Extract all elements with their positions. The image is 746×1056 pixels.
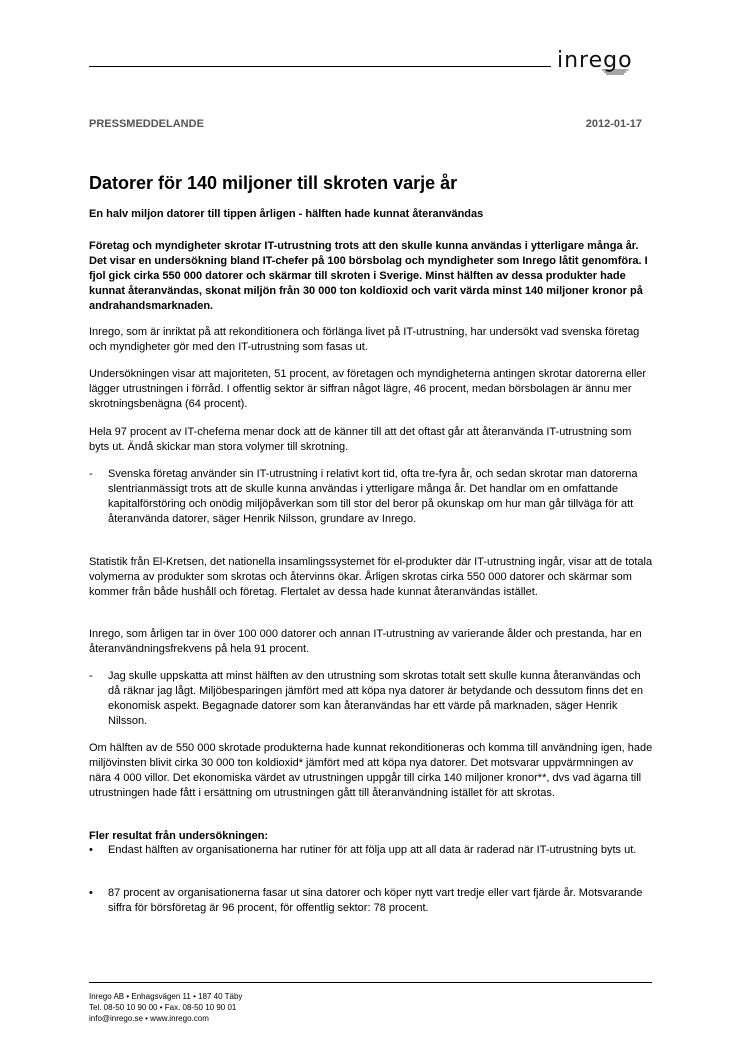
result-bullet-1: [89, 843, 654, 858]
results-heading: Fler resultat från undersökningen:: [89, 830, 269, 842]
bullet-marker: •: [89, 844, 93, 856]
headline: Datorer för 140 miljoner till skroten varje år: [89, 173, 458, 193]
bullet-marker: •: [89, 887, 93, 899]
subheadline: En halv miljon datorer till tippen årligen - hälften hade kunnat återanvändas: [89, 208, 484, 220]
quote-2-text: Jag skulle uppskatta att minst hälften av den utrustning som skrotas totalt sett skulle kunna återanvändas och då räknar jag lågt. Miljöbesparingen jämfört med att köpa nya datorer är betydande och dessutom finns det en ekonomisk aspekt. Begagnade datorer som kan återanvändas har ett värde på marknaden, säger Henrik Nilsson.: [108, 670, 644, 727]
press-release-date: 2012-01-17: [585, 118, 642, 130]
footer-contact: info@inrego.se • www.inrego.com: [89, 1014, 209, 1023]
paragraph-5: Inrego, som årligen tar in över 100 000 datorer och annan IT-utrustning av varierande ålder och prestanda, har en återanvändningsfrekvens på hela 91 procent.: [89, 628, 642, 655]
quote-2: [89, 669, 654, 729]
paragraph-6: Om hälften av de 550 000 skrotade produkterna hade kunnat rekonditioneras och komma till användning igen, hade miljövinsten blivit cirka 30 000 ton koldioxid* jämfört med att köpa nya datorer. Det motsvarar uppvärmningen av nära 4 000 villor. Det ekonomiska värdet av utrustningen uppgår till cirka 140 miljoner kronor**, dvs vad ägarna till utrustningen hade fått i ersättning om utrustningen gått till återanvändning istället för att skrotas.: [89, 742, 653, 799]
paragraph-3: Hela 97 procent av IT-cheferna menar dock att de känner till att det oftast går att återanvända IT-utrustning som byts ut. Ändå skickar man stora volymer till skrotning.: [89, 426, 632, 453]
result-bullet-1-text: Endast hälften av organisationerna har rutiner för att följa upp att all data är raderad när IT-utrustning byts ut.: [108, 844, 637, 856]
quote-1: [89, 467, 654, 527]
dash-marker: -: [89, 468, 93, 480]
paragraph-1: Inrego, som är inriktat på att rekonditionera och förlänga livet på IT-utrustning, har undersökt vad svenska företag och myndigheter gör med den IT-utrustning som fasas ut.: [89, 326, 640, 353]
footer-phone: Tel. 08-50 10 90 00 • Fax. 08-50 10 90 01: [89, 1003, 237, 1012]
quote-1-text: Svenska företag använder sin IT-utrustning i relativt kort tid, ofta tre-fyra år, och sedan skrotar man datorerna slentrianmässigt trots att de skulle kunna användas i ytterligare många år. Det handlar om en omfattande kapitalförstöring och onödig miljöpåverkan som till stor del beror på okunskap om hur man går tillväga för att återanvända datorer, säger Henrik Nilsson, grundare av Inrego.: [108, 468, 638, 525]
result-bullet-2: [89, 886, 654, 916]
footer-address: Inrego AB • Enhagsvägen 11 • 187 40 Täby: [89, 992, 243, 1001]
footer-rule: [89, 982, 652, 983]
press-release-label: PRESSMEDDELANDE: [89, 118, 204, 130]
header-rule: [89, 66, 551, 67]
inrego-logo: inrego: [557, 48, 633, 73]
logo-swoosh-icon: [600, 69, 630, 75]
paragraph-4: Statistik från El-Kretsen, det nationella insamlingssystemet för el-produkter där IT-utrustning ingår, visar att de totala volymerna av produkter som skrotas och återvinns ökar. Årligen skrotas cirka 550 000 datorer och skärmar som kommer från både hushåll och företag. Flertalet av dessa hade kunnat återanvändas istället.: [89, 556, 653, 598]
dash-marker: -: [89, 670, 93, 682]
paragraph-2: Undersökningen visar att majoriteten, 51 procent, av företagen och myndigheterna antingen skrotar datorerna eller lägger utrustningen i förråd. I offentlig sektor är siffran något lägre, 46 procent, medan börsbolagen är ännu mer skrotningsbenägna (64 procent).: [89, 368, 647, 410]
result-bullet-2-text: 87 procent av organisationerna fasar ut sina datorer och köper nytt vart tredje eller vart fjärde år. Motsvarande siffra för börsföretag är 96 procent, för offentlig sektor: 78 procent.: [108, 887, 643, 914]
lead-paragraph: Företag och myndigheter skrotar IT-utrustning trots att den skulle kunna användas i ytterligare många år. Det visar en undersökning bland IT-chefer på 100 börsbolag och myndigheter som Inrego låtit genomföra. I fjol gick cirka 550 000 datorer och skärmar till skroten i Sverige. Minst hälften av dessa produkter hade kunnat återanvändas, skonat miljön från 30 000 ton koldioxid och varit värda minst 140 miljoner kronor på andrahandsmarknaden.: [89, 240, 648, 312]
